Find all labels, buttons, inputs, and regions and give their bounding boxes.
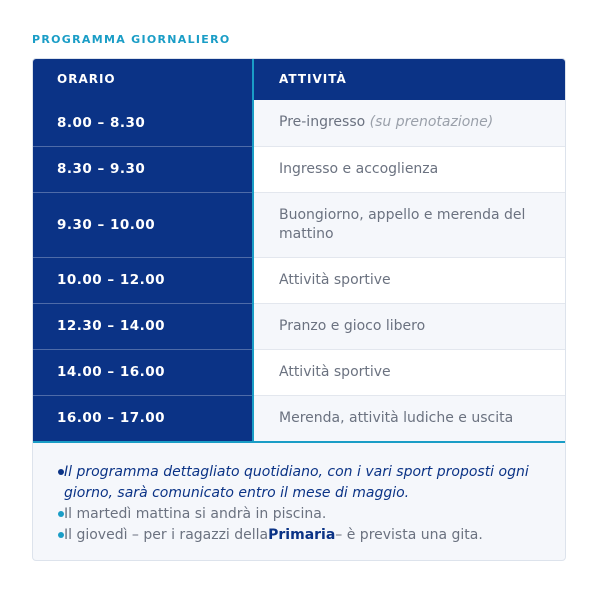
row-activity: Pranzo e gioco libero bbox=[253, 303, 566, 349]
note-item bbox=[58, 504, 545, 525]
table-row bbox=[32, 395, 566, 441]
row-time: 16.00 – 17.00 bbox=[32, 395, 253, 441]
section-title: PROGRAMMA GIORNALIERO bbox=[32, 33, 231, 46]
bullet-icon bbox=[58, 511, 64, 517]
table-row bbox=[32, 303, 566, 349]
note-text: Il martedì mattina si andrà in piscina. bbox=[64, 506, 327, 522]
table-row bbox=[32, 192, 566, 257]
row-activity: Ingresso e accoglienza bbox=[253, 146, 566, 192]
table-row bbox=[32, 100, 566, 146]
row-time: 9.30 – 10.00 bbox=[32, 192, 253, 257]
row-time: 8.30 – 9.30 bbox=[32, 146, 253, 192]
bullet-icon bbox=[58, 532, 64, 538]
schedule-card bbox=[32, 58, 566, 561]
note-text-before: Il giovedì – per i ragazzi della bbox=[64, 527, 269, 543]
table-row bbox=[32, 349, 566, 395]
row-time: 12.30 – 14.00 bbox=[32, 303, 253, 349]
row-time: 8.00 – 8.30 bbox=[32, 100, 253, 146]
notes-list bbox=[33, 441, 565, 546]
row-activity bbox=[253, 100, 566, 146]
row-activity-text: Pre-ingresso bbox=[279, 114, 366, 131]
note-item bbox=[58, 525, 545, 546]
header-activity: ATTIVITÀ bbox=[253, 58, 566, 100]
row-activity: Buongiorno, appello e merenda del mattino bbox=[253, 192, 566, 257]
table-row bbox=[32, 146, 566, 192]
note-text-strong: Primaria bbox=[268, 527, 336, 543]
row-activity: Merenda, attività ludiche e uscita bbox=[253, 395, 566, 441]
schedule-table bbox=[32, 58, 566, 441]
note-text: Il programma dettagliato quotidiano, con i vari sport proposti ogni giorno, sarà comunicato entro il mese di maggio. bbox=[64, 464, 529, 501]
row-time: 10.00 – 12.00 bbox=[32, 257, 253, 303]
row-activity: Attività sportive bbox=[253, 257, 566, 303]
row-time: 14.00 – 16.00 bbox=[32, 349, 253, 395]
note-text-after: – è prevista una gita. bbox=[335, 527, 483, 543]
bullet-icon bbox=[58, 469, 64, 475]
header-time: ORARIO bbox=[32, 58, 253, 100]
table-header-row bbox=[32, 58, 566, 100]
table-row bbox=[32, 257, 566, 303]
row-activity: Attività sportive bbox=[253, 349, 566, 395]
row-activity-note: (su prenotazione) bbox=[369, 114, 494, 131]
note-item bbox=[58, 462, 545, 504]
